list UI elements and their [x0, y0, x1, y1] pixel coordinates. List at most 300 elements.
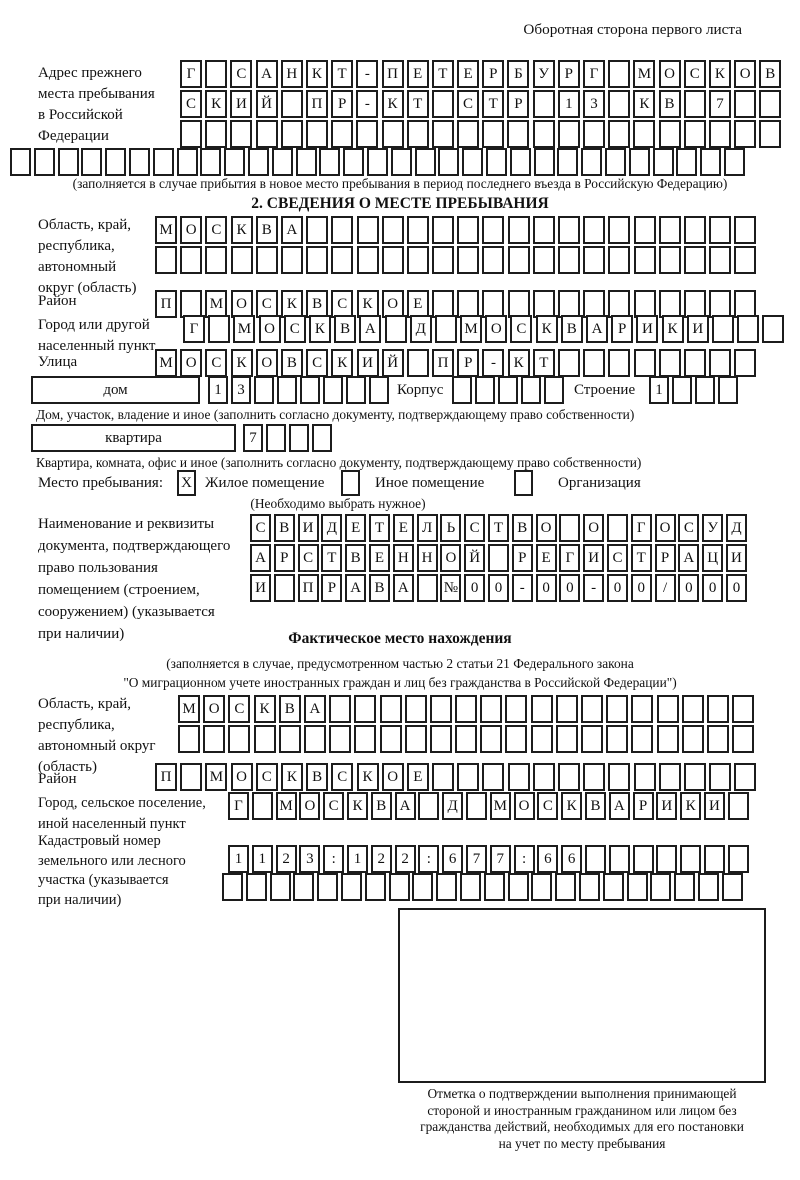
- char-cell: С: [331, 290, 353, 318]
- char-cell: О: [659, 60, 681, 88]
- char-cell: [436, 873, 457, 901]
- char-cell: [323, 376, 343, 404]
- actual-rayon-row: [155, 763, 760, 791]
- char-cell: А: [393, 574, 414, 602]
- char-cell: [252, 792, 273, 820]
- char-cell: 2: [371, 845, 392, 873]
- char-cell: 1: [252, 845, 273, 873]
- char-cell: [608, 246, 630, 274]
- char-cell: [606, 725, 628, 753]
- char-cell: А: [345, 574, 366, 602]
- char-cell: Е: [393, 514, 414, 542]
- char-cell: О: [231, 290, 253, 318]
- page-side-note: Оборотная сторона первого листа: [523, 21, 742, 38]
- char-cell: [712, 315, 734, 343]
- char-cell: К: [561, 792, 582, 820]
- char-cell: [407, 246, 429, 274]
- char-cell: 3: [583, 90, 605, 118]
- char-cell: [415, 148, 436, 176]
- char-cell: Р: [655, 544, 676, 572]
- char-cell: [418, 792, 439, 820]
- char-cell: [356, 120, 378, 148]
- char-cell: О: [259, 315, 281, 343]
- char-cell: [734, 90, 756, 118]
- char-cell: [583, 120, 605, 148]
- char-cell: К: [382, 90, 404, 118]
- char-cell: [581, 148, 602, 176]
- char-cell: [682, 695, 704, 723]
- char-cell: [407, 216, 429, 244]
- char-cell: [704, 845, 725, 873]
- char-cell: 1: [347, 845, 368, 873]
- char-cell: О: [440, 544, 461, 572]
- label-line: гражданства действий, необходимых для его постановки: [420, 1119, 744, 1134]
- char-cell: [508, 873, 529, 901]
- char-cell: [296, 148, 317, 176]
- char-cell: [482, 120, 504, 148]
- char-cell: [558, 120, 580, 148]
- char-cell: И: [583, 544, 604, 572]
- char-cell: Б: [507, 60, 529, 88]
- char-cell: Р: [507, 90, 529, 118]
- char-cell: /: [655, 574, 676, 602]
- char-cell: Д: [321, 514, 342, 542]
- char-cell: П: [432, 349, 454, 377]
- char-cell: Г: [631, 514, 652, 542]
- char-cell: [583, 246, 605, 274]
- char-cell: А: [250, 544, 271, 572]
- char-cell: В: [512, 514, 533, 542]
- char-cell: О: [734, 60, 756, 88]
- char-cell: [698, 873, 719, 901]
- char-cell: Г: [583, 60, 605, 88]
- char-cell: 0: [702, 574, 723, 602]
- char-cell: [256, 120, 278, 148]
- char-cell: [531, 725, 553, 753]
- char-cell: [558, 349, 580, 377]
- gorod-row: [183, 315, 788, 343]
- char-cell: [732, 695, 754, 723]
- korpus-cells: [452, 376, 567, 404]
- char-cell: [331, 120, 353, 148]
- char-cell: [659, 120, 681, 148]
- char-cell: [365, 873, 386, 901]
- ulitsa-row: [155, 349, 760, 377]
- char-cell: А: [678, 544, 699, 572]
- char-cell: -: [356, 60, 378, 88]
- char-cell: [521, 376, 541, 404]
- char-cell: [684, 349, 706, 377]
- char-cell: К: [309, 315, 331, 343]
- char-cell: Р: [482, 60, 504, 88]
- char-cell: [331, 246, 353, 274]
- char-cell: [105, 148, 126, 176]
- char-cell: [722, 873, 743, 901]
- char-cell: [556, 725, 578, 753]
- char-cell: К: [536, 315, 558, 343]
- char-cell: С: [678, 514, 699, 542]
- char-cell: [224, 148, 245, 176]
- label-line: участка (указывается: [38, 872, 169, 888]
- char-cell: Р: [512, 544, 533, 572]
- char-cell: [684, 120, 706, 148]
- char-cell: [608, 90, 630, 118]
- char-cell: С: [510, 315, 532, 343]
- char-cell: [533, 763, 555, 791]
- char-cell: К: [709, 60, 731, 88]
- char-cell: [709, 216, 731, 244]
- char-cell: Е: [369, 544, 390, 572]
- actual-location-caption-2: "О миграционном учете иностранных граждан и лиц без гражданства в Российской Федерации"): [123, 675, 677, 690]
- char-cell: [581, 695, 603, 723]
- char-cell: [205, 60, 227, 88]
- char-cell: В: [561, 315, 583, 343]
- char-cell: [634, 349, 656, 377]
- char-cell: 7: [466, 845, 487, 873]
- char-cell: С: [306, 349, 328, 377]
- char-cell: [759, 90, 781, 118]
- char-cell: В: [585, 792, 606, 820]
- char-cell: Р: [457, 349, 479, 377]
- char-cell: О: [485, 315, 507, 343]
- char-cell: 0: [726, 574, 747, 602]
- actual-oblast-row-1: [178, 695, 757, 723]
- char-cell: [10, 148, 31, 176]
- organizatsiya-label: Организация: [558, 475, 641, 491]
- char-cell: К: [357, 290, 379, 318]
- char-cell: [559, 514, 580, 542]
- char-cell: [533, 216, 555, 244]
- char-cell: [608, 120, 630, 148]
- char-cell: [208, 315, 230, 343]
- char-cell: [230, 120, 252, 148]
- char-cell: [380, 695, 402, 723]
- char-cell: Ц: [702, 544, 723, 572]
- char-cell: К: [254, 695, 276, 723]
- prev-address-row-3: [180, 120, 785, 148]
- char-cell: И: [704, 792, 725, 820]
- char-cell: [634, 216, 656, 244]
- char-cell: О: [655, 514, 676, 542]
- char-cell: Л: [417, 514, 438, 542]
- char-cell: [279, 725, 301, 753]
- char-cell: [659, 216, 681, 244]
- char-cell: О: [231, 763, 253, 791]
- label-line: Федерации: [38, 128, 109, 144]
- label-line: при наличии): [38, 626, 125, 642]
- char-cell: [534, 148, 555, 176]
- char-cell: [737, 315, 759, 343]
- char-cell: А: [395, 792, 416, 820]
- char-cell: Р: [633, 792, 654, 820]
- char-cell: [200, 148, 221, 176]
- char-cell: 7: [709, 90, 731, 118]
- char-cell: [508, 763, 530, 791]
- char-cell: Р: [331, 90, 353, 118]
- stroenie-cells: [649, 376, 741, 404]
- char-cell: [281, 120, 303, 148]
- korpus-label: Корпус: [397, 382, 444, 398]
- cadastre-label: [38, 832, 186, 910]
- char-cell: [270, 873, 291, 901]
- label-line: Адрес прежнего: [38, 65, 142, 81]
- oblast-row-1: [155, 216, 760, 244]
- char-cell: С: [256, 290, 278, 318]
- mesto-label: Место пребывания:: [38, 475, 163, 491]
- char-cell: [289, 424, 309, 452]
- label-line: сооружением) (указывается: [38, 604, 215, 620]
- char-cell: [281, 246, 303, 274]
- char-cell: [606, 695, 628, 723]
- char-cell: [205, 246, 227, 274]
- char-cell: [457, 246, 479, 274]
- char-cell: [631, 695, 653, 723]
- char-cell: [452, 376, 472, 404]
- char-cell: К: [281, 763, 303, 791]
- char-cell: [480, 725, 502, 753]
- char-cell: [684, 246, 706, 274]
- char-cell: [533, 90, 555, 118]
- char-cell: И: [250, 574, 271, 602]
- char-cell: [505, 725, 527, 753]
- char-cell: В: [306, 763, 328, 791]
- char-cell: [319, 148, 340, 176]
- char-cell: С: [464, 514, 485, 542]
- actual-location-title: Фактическое место нахождения: [288, 630, 512, 647]
- char-cell: [482, 763, 504, 791]
- char-cell: И: [636, 315, 658, 343]
- char-cell: [488, 544, 509, 572]
- kvartira-caption: Квартира, комната, офис и иное (заполнить согласно документу, подтверждающему право собственности): [36, 455, 642, 470]
- label-line: Область, край,: [38, 696, 132, 712]
- char-cell: [482, 290, 504, 318]
- char-cell: К: [508, 349, 530, 377]
- char-cell: [430, 695, 452, 723]
- char-cell: У: [702, 514, 723, 542]
- char-cell: [482, 246, 504, 274]
- char-cell: 0: [631, 574, 652, 602]
- char-cell: Р: [274, 544, 295, 572]
- char-cell: 0: [536, 574, 557, 602]
- char-cell: В: [369, 574, 390, 602]
- char-cell: [432, 763, 454, 791]
- char-cell: [734, 246, 756, 274]
- mesto-caption: (Необходимо выбрать нужное): [250, 496, 426, 511]
- char-cell: [676, 148, 697, 176]
- char-cell: [759, 120, 781, 148]
- char-cell: М: [633, 60, 655, 88]
- char-cell: [367, 148, 388, 176]
- char-cell: В: [371, 792, 392, 820]
- char-cell: 1: [649, 376, 669, 404]
- char-cell: [180, 290, 202, 318]
- char-cell: [533, 246, 555, 274]
- char-cell: [734, 216, 756, 244]
- char-cell: А: [609, 792, 630, 820]
- char-cell: [306, 216, 328, 244]
- char-cell: [634, 246, 656, 274]
- char-cell: [508, 290, 530, 318]
- prev-address-label: [38, 63, 155, 147]
- char-cell: [631, 725, 653, 753]
- char-cell: [608, 349, 630, 377]
- char-cell: [407, 349, 429, 377]
- checkbox-inoe-pomeshchenie: [341, 470, 360, 496]
- char-cell: Т: [331, 60, 353, 88]
- char-cell: [508, 246, 530, 274]
- char-cell: К: [662, 315, 684, 343]
- label-line: Наименование и реквизиты: [38, 516, 215, 532]
- char-cell: С: [284, 315, 306, 343]
- char-cell: -: [583, 574, 604, 602]
- char-cell: С: [607, 544, 628, 572]
- char-cell: [674, 873, 695, 901]
- char-cell: [579, 873, 600, 901]
- char-cell: [248, 148, 269, 176]
- char-cell: [457, 216, 479, 244]
- char-cell: [684, 216, 706, 244]
- char-cell: [544, 376, 564, 404]
- char-cell: [684, 290, 706, 318]
- char-cell: [659, 246, 681, 274]
- char-cell: [486, 148, 507, 176]
- char-cell: Н: [281, 60, 303, 88]
- char-cell: [317, 873, 338, 901]
- char-cell: [412, 873, 433, 901]
- char-cell: Е: [407, 290, 429, 318]
- char-cell: В: [306, 290, 328, 318]
- char-cell: [205, 120, 227, 148]
- section2-title: 2. СВЕДЕНИЯ О МЕСТЕ ПРЕБЫВАНИЯ: [251, 195, 549, 212]
- char-cell: №: [440, 574, 461, 602]
- label-line: места пребывания: [38, 86, 155, 102]
- char-cell: [254, 725, 276, 753]
- stamp-caption: [385, 1086, 779, 1152]
- char-cell: [153, 148, 174, 176]
- char-cell: [457, 120, 479, 148]
- label-line: документа, подтверждающего: [38, 538, 231, 554]
- char-cell: О: [514, 792, 535, 820]
- char-cell: [405, 695, 427, 723]
- char-cell: 0: [559, 574, 580, 602]
- char-cell: [430, 725, 452, 753]
- char-cell: [728, 792, 749, 820]
- char-cell: В: [281, 349, 303, 377]
- char-cell: К: [347, 792, 368, 820]
- char-cell: В: [334, 315, 356, 343]
- char-cell: [762, 315, 784, 343]
- char-cell: С: [298, 544, 319, 572]
- char-cell: 2: [276, 845, 297, 873]
- char-cell: [81, 148, 102, 176]
- char-cell: [629, 148, 650, 176]
- ulitsa-label: Улица: [38, 354, 78, 370]
- char-cell: [457, 290, 479, 318]
- char-cell: У: [533, 60, 555, 88]
- char-cell: [254, 376, 274, 404]
- char-cell: Ь: [440, 514, 461, 542]
- char-cell: [346, 376, 366, 404]
- document-label: [38, 513, 230, 645]
- char-cell: [380, 725, 402, 753]
- char-cell: 7: [243, 424, 263, 452]
- char-cell: [203, 725, 225, 753]
- label-line: республика,: [38, 238, 115, 254]
- char-cell: К: [281, 290, 303, 318]
- char-cell: [734, 763, 756, 791]
- char-cell: [357, 216, 379, 244]
- char-cell: 2: [395, 845, 416, 873]
- char-cell: [466, 792, 487, 820]
- char-cell: [391, 148, 412, 176]
- zhiloe-pomeshchenie-label: Жилое помещение: [205, 475, 325, 491]
- char-cell: О: [382, 290, 404, 318]
- label-line: при наличии): [38, 891, 122, 908]
- char-cell: [603, 873, 624, 901]
- char-cell: [498, 376, 518, 404]
- char-cell: [695, 376, 715, 404]
- char-cell: [382, 216, 404, 244]
- char-cell: К: [331, 349, 353, 377]
- char-cell: Р: [611, 315, 633, 343]
- char-cell: Н: [393, 544, 414, 572]
- char-cell: [178, 725, 200, 753]
- char-cell: [432, 290, 454, 318]
- char-cell: [684, 90, 706, 118]
- char-cell: В: [274, 514, 295, 542]
- rayon-row: [155, 290, 760, 318]
- label-line: Город или другой: [38, 317, 150, 333]
- char-cell: К: [231, 216, 253, 244]
- prev-address-row-2: [180, 90, 785, 118]
- char-cell: [505, 695, 527, 723]
- char-cell: К: [205, 90, 227, 118]
- label-line: (область): [38, 759, 97, 775]
- char-cell: [718, 376, 738, 404]
- label-line: Отметка о подтверждении выполнения принимающей: [427, 1086, 737, 1101]
- char-cell: П: [155, 290, 177, 318]
- char-cell: Й: [382, 349, 404, 377]
- char-cell: П: [382, 60, 404, 88]
- char-cell: [432, 216, 454, 244]
- char-cell: [382, 246, 404, 274]
- char-cell: С: [457, 90, 479, 118]
- char-cell: Р: [321, 574, 342, 602]
- char-cell: [155, 246, 177, 274]
- char-cell: [180, 246, 202, 274]
- dom-caption: Дом, участок, владение и иное (заполнить согласно документу, подтверждающему право собственности): [36, 407, 635, 422]
- char-cell: [728, 845, 749, 873]
- char-cell: В: [659, 90, 681, 118]
- label-line: населенный пункт: [38, 338, 156, 354]
- inoe-pomeshchenie-label: Иное помещение: [375, 475, 485, 491]
- actual-location-caption-1: (заполняется в случае, предусмотренном частью 2 статьи 21 Федерального закона: [166, 656, 634, 671]
- char-cell: [609, 845, 630, 873]
- char-cell: М: [205, 290, 227, 318]
- char-cell: [231, 246, 253, 274]
- char-cell: Г: [180, 60, 202, 88]
- char-cell: [558, 763, 580, 791]
- kvartira-cells: [243, 424, 335, 452]
- char-cell: [583, 290, 605, 318]
- label-line: на учет по месту пребывания: [498, 1135, 666, 1151]
- char-cell: [304, 725, 326, 753]
- char-cell: [432, 120, 454, 148]
- char-cell: [608, 763, 630, 791]
- char-cell: 0: [607, 574, 628, 602]
- char-cell: [455, 695, 477, 723]
- char-cell: [507, 120, 529, 148]
